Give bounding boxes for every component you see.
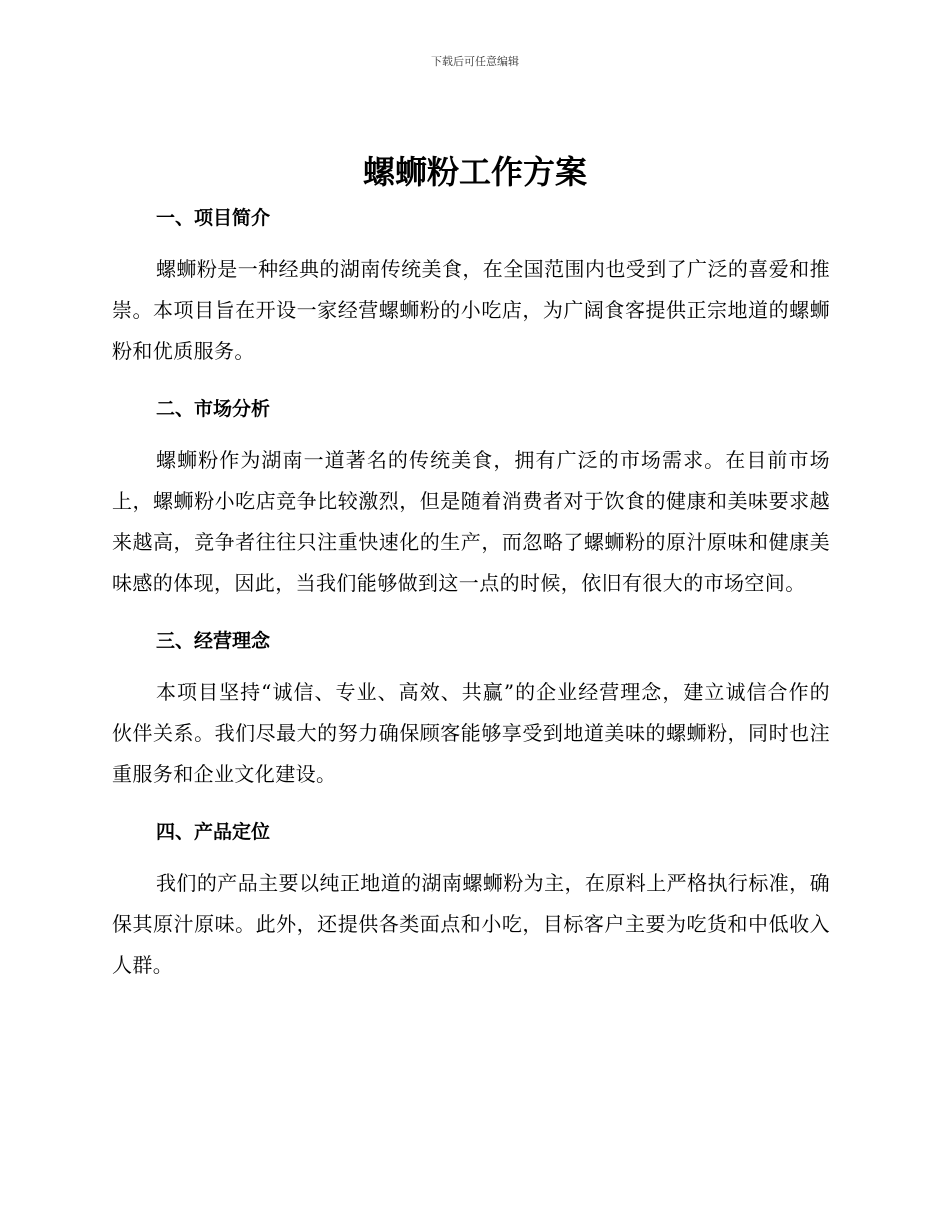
page-header-note: 下载后可任意编辑 xyxy=(431,55,519,68)
section-paragraph: 螺蛳粉作为湖南一道著名的传统美食，拥有广泛的市场需求。在目前市场上，螺蛳粉小吃店竞争比较激烈，但是随着消费者对于饮食的健康和美味要求越来越高，竞争者往往只注重快速化的生产，而忽略了螺蛳粉的原汁原味和健康美味感的体现，因此，当我们能够做到这一点的时候，依旧有很大的市场空间。 xyxy=(112,448,830,595)
section-business-philosophy xyxy=(112,626,830,795)
section-heading: 三、经营理念 xyxy=(156,630,271,652)
section-heading: 二、市场分析 xyxy=(156,398,271,420)
section-heading: 一、项目简介 xyxy=(156,207,271,229)
section-paragraph: 本项目坚持“诚信、专业、高效、共赢”的企业经营理念，建立诚信合作的伙伴关系。我们尽最大的努力确保顾客能够享受到地道美味的螺蛳粉，同时也注重服务和企业文化建设。 xyxy=(112,680,830,786)
section-project-intro xyxy=(112,203,830,372)
section-paragraph: 我们的产品主要以纯正地道的湖南螺蛳粉为主，在原料上严格执行标准，确保其原汁原味。此外，还提供各类面点和小吃，目标客户主要为吃货和中低收入人群。 xyxy=(112,871,830,977)
section-product-positioning xyxy=(112,817,830,986)
section-market-analysis xyxy=(112,394,830,604)
section-heading: 四、产品定位 xyxy=(156,821,271,843)
document-title: 螺蛳粉工作方案 xyxy=(362,153,587,191)
document-content xyxy=(112,203,830,1008)
section-paragraph: 螺蛳粉是一种经典的湖南传统美食，在全国范围内也受到了广泛的喜爱和推崇。本项目旨在开设一家经营螺蛳粉的小吃店，为广阔食客提供正宗地道的螺蛳粉和优质服务。 xyxy=(112,257,830,363)
